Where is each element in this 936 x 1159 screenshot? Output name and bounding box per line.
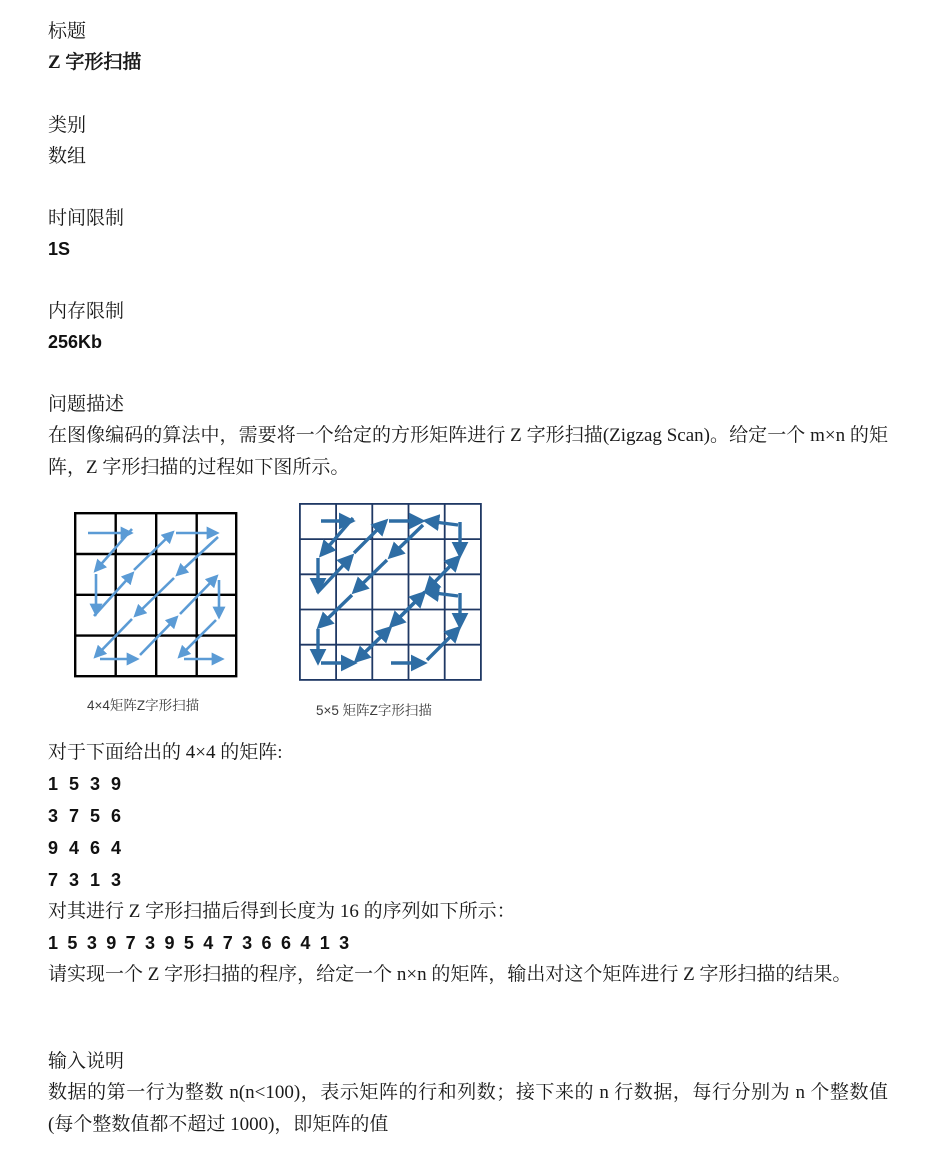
field-category: [48, 110, 86, 172]
zigzag-5x5-svg: [299, 503, 482, 681]
field-memory-limit-label: 内存限制: [48, 301, 125, 322]
sequence-intro: 对其进行 Z 字形扫描后得到长度为 16 的序列如下所示：: [48, 901, 516, 922]
field-memory-limit: [48, 296, 124, 358]
field-title-value: Z 字形扫描: [48, 52, 142, 73]
field-memory-limit-value: 256Kb: [48, 332, 103, 352]
matrix-intro-wrap: [48, 737, 888, 769]
matrix-row: 1 5 3 9: [48, 774, 125, 794]
matrix-intro: 对于下面给出的 4×4 的矩阵:: [48, 742, 283, 763]
problem-description-heading: 问题描述: [48, 394, 125, 415]
field-category-value: 数组: [48, 146, 87, 167]
zigzag-4x4-svg: [74, 512, 238, 678]
field-time-limit-label: 时间限制: [48, 208, 125, 229]
figure-zigzag-5x5-caption: 5×5 矩阵Z字形扫描: [316, 703, 432, 718]
field-time-limit-value: 1S: [48, 239, 71, 259]
problem-description-paragraph: 在图像编码的算法中，需要将一个给定的方形矩阵进行 Z 字形扫描(Zigzag Scan)。给定一个 m×n 的矩阵，Z 字形扫描的过程如下图所示。: [48, 425, 888, 478]
field-time-limit: [48, 203, 124, 265]
matrix-row-4-wrap: [48, 865, 124, 897]
field-category-label: 类别: [48, 115, 87, 136]
figure-zigzag-4x4: [74, 512, 238, 678]
sequence-value-wrap: [48, 928, 351, 960]
input-spec-text-wrap: [48, 1077, 888, 1140]
figure-zigzag-5x5: [299, 503, 482, 681]
matrix-row: 3 7 5 6: [48, 806, 125, 826]
problem-description-paragraph-wrap: [48, 420, 888, 483]
zigzag-sequence: 1 5 3 9 7 3 9 5 4 7 3 6 6 4 1 3: [48, 933, 352, 953]
sequence-intro-wrap: [48, 896, 888, 928]
figure-zigzag-4x4-caption: 4×4矩阵Z字形扫描: [87, 698, 200, 713]
zigzag-5x5-grid: [300, 504, 481, 680]
field-title: [48, 16, 141, 78]
matrix-row-2-wrap: [48, 801, 124, 833]
matrix-row-3-wrap: [48, 833, 124, 865]
problem-paragraph-2: 请实现一个 Z 字形扫描的程序，给定一个 n×n 的矩阵，输出对这个矩阵进行 Z 字形扫描的结果。: [48, 964, 852, 985]
field-title-label: 标题: [48, 21, 87, 42]
matrix-row: 9 4 6 4: [48, 838, 125, 858]
input-spec-heading-wrap: [48, 1046, 124, 1077]
problem-description-heading-wrap: [48, 389, 124, 420]
problem-paragraph-2-wrap: [48, 959, 888, 991]
matrix-row-1-wrap: [48, 769, 124, 801]
input-spec-heading: 输入说明: [48, 1051, 125, 1072]
matrix-row: 7 3 1 3: [48, 870, 125, 890]
input-spec-text: 数据的第一行为整数 n(n<100)，表示矩阵的行和列数；接下来的 n 行数据，每行分别为 n 个整数值(每个整数值都不超过 1000)，即矩阵的值: [48, 1082, 888, 1135]
